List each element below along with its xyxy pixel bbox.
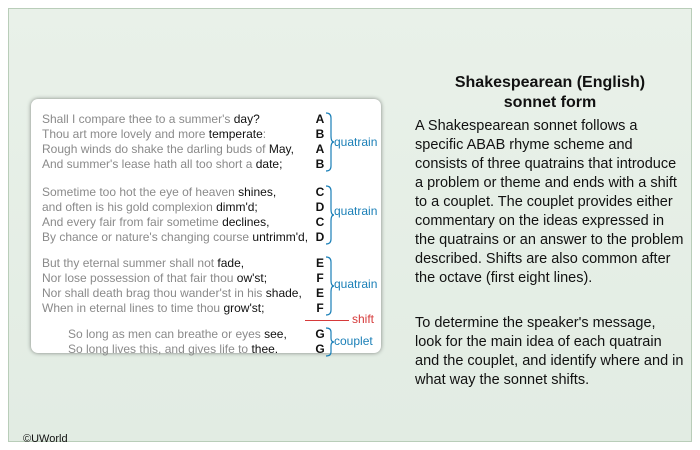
sonnet-card	[31, 99, 381, 356]
copyright-text: ©UWorld	[23, 433, 68, 445]
couplet-line: So long as men can breathe or eyes see,	[68, 327, 287, 341]
brace-icon	[321, 327, 335, 357]
sonnet-line: Sometime too hot the eye of heaven shines,	[42, 185, 277, 199]
shift-label: shift	[352, 312, 375, 326]
rhyme-letter: G	[315, 342, 325, 356]
shift-marker-line	[305, 320, 349, 321]
quatrain-label: quatrain	[334, 277, 378, 291]
rhyme-letter: C	[315, 215, 325, 229]
brace-icon	[321, 112, 335, 172]
brace-icon	[321, 256, 335, 316]
quatrain-label: quatrain	[334, 204, 378, 218]
sonnet-line: Nor shall death brag thou wander'st in his shade,	[42, 286, 302, 300]
sonnet-line: Shall I compare thee to a summer's day?	[42, 112, 260, 126]
explanation-paragraph: To determine the speaker's message, look for the main idea of each quatrain and the couplet, and identify where and in what way the sonnet shifts.	[415, 315, 684, 388]
rhyme-letter: B	[315, 157, 325, 171]
explanation-paragraph: A Shakespearean sonnet follows a specific ABAB rhyme scheme and consists of three quatrains that introduce a problem or theme and ends with a shift to a couplet. The couplet provides either commentary on the ideas expressed in the quatrains or an answer to the problem described. Shifts are also common after the octave (first eight lines).	[415, 118, 684, 286]
rhyme-letter: D	[315, 230, 325, 244]
rhyme-letter: D	[315, 200, 325, 214]
sonnet-line: Rough winds do shake the darling buds of May,	[42, 142, 294, 156]
sonnet-line: Thou art more lovely and more temperate:	[42, 127, 267, 141]
couplet-line: So long lives this, and gives life to thee.	[68, 342, 279, 356]
rhyme-letter: B	[315, 127, 325, 141]
rhyme-letter: A	[315, 112, 325, 126]
sonnet-line: When in eternal lines to time thou grow'st;	[42, 301, 265, 315]
figure-frame	[8, 8, 692, 445]
sonnet-line: And summer's lease hath all too short a date;	[42, 157, 283, 171]
rhyme-letter: G	[315, 327, 325, 341]
rhyme-letter: A	[315, 142, 325, 156]
rhyme-letter: E	[315, 256, 324, 270]
couplet-label: couplet	[334, 334, 373, 348]
sonnet-line: But thy eternal summer shall not fade,	[42, 256, 245, 270]
sonnet-line: and often is his gold complexion dimm'd;	[42, 200, 258, 214]
sonnet-line: By chance or nature's changing course untrimm'd,	[42, 230, 309, 244]
sonnet-line: Nor lose possession of that fair thou ow'st;	[42, 271, 268, 285]
rhyme-letter: C	[315, 185, 325, 199]
quatrain-label: quatrain	[334, 135, 378, 149]
sonnet-line: And every fair from fair sometime declines,	[42, 215, 270, 229]
brace-icon	[321, 185, 335, 245]
rhyme-letter: F	[316, 271, 324, 285]
rhyme-letter: E	[315, 286, 324, 300]
figure-title: Shakespearean (English) sonnet form	[454, 74, 646, 111]
rhyme-letter: F	[316, 301, 324, 315]
